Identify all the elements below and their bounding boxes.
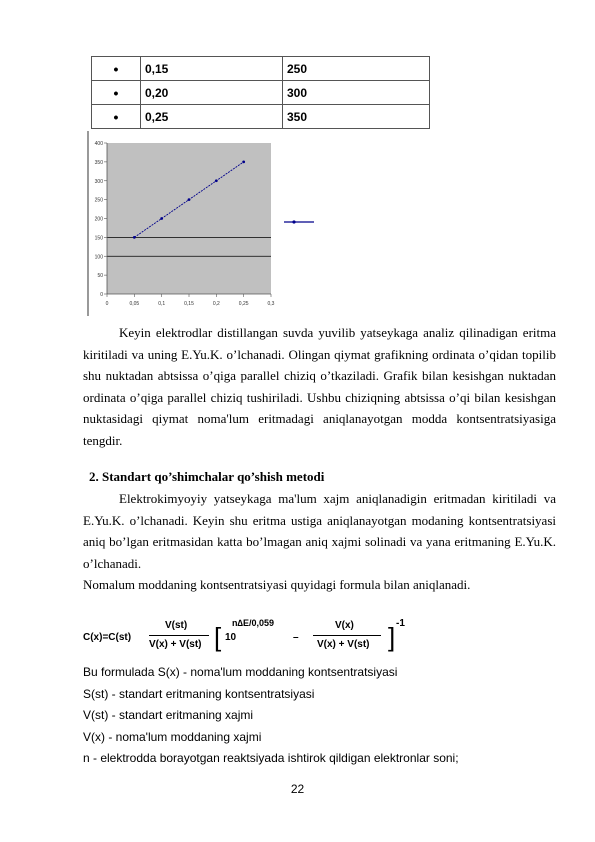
y-tick-label: 100 xyxy=(94,254,103,261)
formula-den1: V(x) + V(st) xyxy=(149,639,202,650)
x-tick-label: 0,15 xyxy=(184,301,194,307)
formula-lhs: C(x)=C(st) xyxy=(83,632,132,643)
y-tick-label: 350 xyxy=(94,159,103,166)
y-tick-label: 300 xyxy=(94,178,103,185)
data-point xyxy=(215,179,218,182)
table-cell-concentration: 0,20 xyxy=(141,81,283,105)
table-row xyxy=(92,105,430,129)
page-number: 22 xyxy=(290,782,305,796)
definitions xyxy=(83,662,556,770)
data-point xyxy=(133,236,136,239)
x-tick-label: 0,3 xyxy=(267,301,275,307)
x-tick-label: 0,2 xyxy=(212,301,220,307)
formula-den2: V(x) + V(st) xyxy=(317,639,370,650)
formula-exponent: n∆E/0,059 xyxy=(232,618,275,628)
paragraph-2-block xyxy=(83,488,556,596)
table-bullet: • xyxy=(92,81,141,105)
x-tick-label: 0,05 xyxy=(129,301,140,307)
legend-marker xyxy=(292,220,295,223)
data-table xyxy=(91,56,430,129)
y-tick-label: 250 xyxy=(94,197,103,204)
table-cell-value: 350 xyxy=(283,105,430,129)
table-bullet: • xyxy=(92,57,141,81)
definition-line: V(st) - standart eritmaning xajmi xyxy=(83,708,254,722)
fraction-bar-1 xyxy=(149,635,209,636)
paragraph-1-block xyxy=(83,322,556,451)
paragraph-1: Keyin elektrodlar distillangan suvda yuvilib yatseykaga analiz qilinadigan eritma kiritiladi va uning E.Yu.K. o’lchanadi. Olingan qiymat grafikning ordinata o’qidan topilib shu nuktadan abtsissa o’qiga parallel chiziq o’tkaziladi. Grafik bilan kesishgan nuktadan ordinata o’qiga parallel chiziq tushiriladi. Ushbu chiziqning abtsissa o’qi bilan kesishgan nuktasidagi qiymat noma'lum eritmadagi aniqlanayotgan modda kontsentratsiyasiga tengdir. xyxy=(83,325,556,448)
chart-legend xyxy=(284,214,316,224)
table-bullet: • xyxy=(92,105,141,129)
y-tick-label: 400 xyxy=(94,141,103,147)
formula-base: 10 xyxy=(225,632,237,643)
table-cell-value: 300 xyxy=(283,81,430,105)
y-tick-label: 200 xyxy=(94,216,103,223)
data-point xyxy=(160,217,163,220)
paragraph-3: Nomalum moddaning kontsentratsiyasi quyidagi formula bilan aniqlanadi. xyxy=(83,577,471,592)
table-cell-concentration: 0,15 xyxy=(141,57,283,81)
y-tick-label: 0 xyxy=(100,292,103,298)
formula xyxy=(83,618,483,664)
bracket-left: [ xyxy=(214,622,222,652)
formula-num1: V(st) xyxy=(165,620,188,631)
paragraph-2: Elektrokimyoyiy yatseykaga ma'lum xajm aniqlanadigin eritmadan kiritiladi va E.Yu.K. o’lchanadi. Keyin shu eritma ustiga aniqlanayotgan modaning kontsentratsiyasi aniq bo’lgan eritmasidan katta bo’lmagan aniq xajmi solinadi va yana eritmaning E.Yu.K. o’lchanadi. xyxy=(83,491,556,571)
formula-minus: – xyxy=(293,632,299,643)
fraction-bar-2 xyxy=(313,635,381,636)
table-row xyxy=(92,57,430,81)
y-tick-label: 50 xyxy=(97,273,103,280)
table-row xyxy=(92,81,430,105)
data-point xyxy=(242,160,245,163)
formula-num2: V(x) xyxy=(335,620,354,631)
x-tick-label: 0 xyxy=(105,301,109,307)
section-heading: 2. Standart qo’shimchalar qo’shish metodi xyxy=(89,469,325,484)
definition-line: n - elektrodda borayotgan reaktsiyada ishtirok qildigan elektronlar soni; xyxy=(83,751,459,765)
table-cell-concentration: 0,25 xyxy=(141,105,283,129)
definition-line: V(x) - noma'lum moddaning xajmi xyxy=(83,729,262,744)
bracket-right: ] xyxy=(388,622,396,652)
definition-line: S(st) - standart eritmaning kontsentratsiyasi xyxy=(83,686,315,701)
data-point xyxy=(188,198,191,201)
y-tick-label: 150 xyxy=(94,235,103,242)
table-cell-value: 250 xyxy=(283,57,430,81)
x-tick-label: 0,1 xyxy=(158,301,166,307)
formula-power: -1 xyxy=(396,618,405,629)
x-tick-label: 0,25 xyxy=(238,301,249,307)
plot-area xyxy=(107,143,271,294)
definition-line: Bu formulada S(x) - noma'lum moddaning kontsentratsiyasi xyxy=(83,665,398,679)
